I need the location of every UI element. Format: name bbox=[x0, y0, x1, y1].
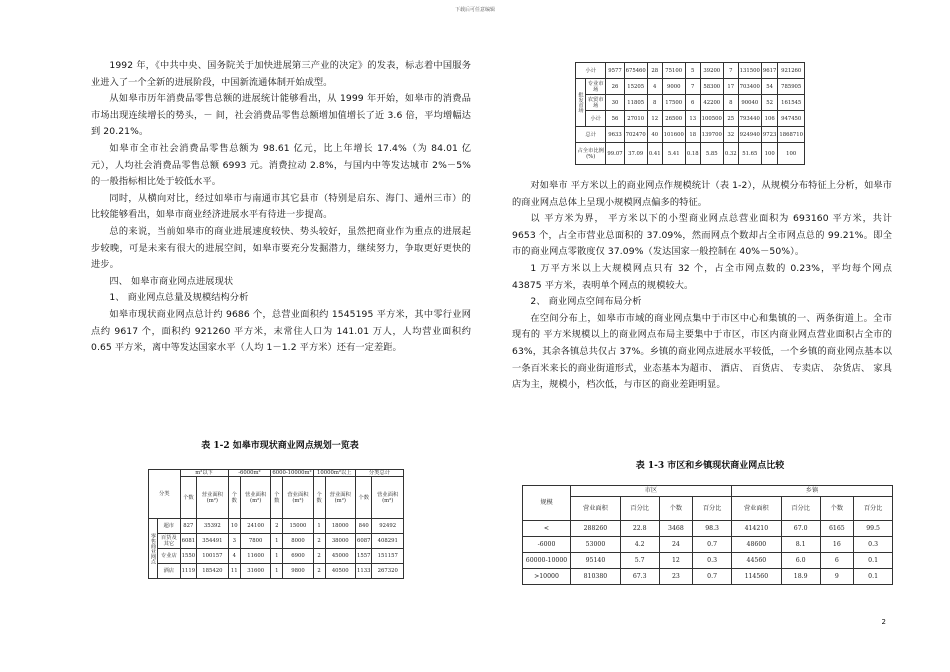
table-cell: 8.1 bbox=[781, 537, 820, 553]
table-header-cell: 百分比 bbox=[620, 497, 659, 521]
table-cell: 39200 bbox=[700, 63, 723, 79]
table-cell: 6.0 bbox=[781, 553, 820, 569]
table-cell: 15205 bbox=[624, 79, 647, 95]
paragraph: 如皋市现状商业网点总计约 9686 个，总营业面积约 1545195 平方米，其中零行业网点约 9617 个，面积约 921260 平方米，末常住人口为 141.01 万人，人均营业面积约 0.65 平方米，离中等发达国家水平（人均 1－1.2 平方米）还有一定差距。 bbox=[91, 308, 471, 354]
table-cell: 27010 bbox=[624, 111, 647, 127]
table-row bbox=[576, 63, 805, 79]
table-cell: 7 bbox=[723, 63, 738, 79]
table-row-label: -6000 bbox=[523, 537, 571, 553]
table-cell: 2 bbox=[313, 534, 325, 549]
table-row-label: 农贸市场 bbox=[585, 95, 606, 111]
table-cell: 139700 bbox=[700, 127, 723, 143]
table-header-cell: 营业面积(m²) bbox=[325, 477, 355, 519]
table-cell: 2 bbox=[271, 519, 283, 534]
table-row-label: 专业市场 bbox=[585, 79, 606, 95]
table-header-cell: 个数 bbox=[313, 477, 325, 519]
table-row-label: 总计 bbox=[576, 127, 606, 143]
table-cell: 185420 bbox=[197, 564, 229, 579]
table-header-cell: m²以下 bbox=[180, 470, 228, 477]
table-header-cell: 个数 bbox=[659, 497, 693, 521]
table-cell: 26 bbox=[606, 79, 624, 95]
table-row bbox=[523, 553, 893, 569]
table-cell: 0.18 bbox=[685, 143, 700, 165]
table-cell: 42200 bbox=[700, 95, 723, 111]
table-cell: 921260 bbox=[778, 63, 805, 79]
table-row bbox=[576, 95, 805, 111]
table-cell: 26500 bbox=[662, 111, 685, 127]
table-header-cell: 百分比 bbox=[854, 497, 893, 521]
table-1-2 bbox=[148, 469, 404, 579]
table-cell: 1557 bbox=[355, 549, 371, 564]
right-column bbox=[512, 178, 892, 394]
table-row-label: 小计 bbox=[585, 111, 606, 127]
table-cell: 54 bbox=[761, 79, 777, 95]
left-column bbox=[91, 58, 471, 357]
table-cell: 51.65 bbox=[738, 143, 761, 165]
table-cell: 58300 bbox=[700, 79, 723, 95]
table-cell: 9633 bbox=[606, 127, 624, 143]
table-cell: 40 bbox=[647, 127, 662, 143]
table-cell: 0.7 bbox=[693, 569, 732, 585]
table-header-cell: 百分比 bbox=[693, 497, 732, 521]
table-row bbox=[576, 127, 805, 143]
table-cell: 15000 bbox=[283, 519, 313, 534]
table-cell: 6087 bbox=[355, 534, 371, 549]
table-cell: 37.09 bbox=[624, 143, 647, 165]
table-cell: 99.07 bbox=[606, 143, 624, 165]
table-cell: 5.7 bbox=[620, 553, 659, 569]
table-cell: 1 bbox=[313, 519, 325, 534]
table-cell: 1868710 bbox=[778, 127, 805, 143]
table-1-2-continued bbox=[575, 62, 805, 165]
paragraph: 同时，从横向对比，经过如皋市与南通市其它县市（特别是启东、海门、通州三市）的比较能够看出，如皋市商业经济进展水平有待进一步提高。 bbox=[91, 192, 471, 221]
table-cell: 288260 bbox=[571, 521, 621, 537]
table-row-label: 60000-10000 bbox=[523, 553, 571, 569]
table-cell: 131500 bbox=[738, 63, 761, 79]
subsection-heading: 2、 商业网点空间布局分析 bbox=[530, 296, 642, 308]
table-row bbox=[523, 569, 893, 585]
table-header-cell: 营业面积(m²) bbox=[372, 477, 404, 519]
table-1-2-caption: 表 1-2 如皋市现状商业网点规划一览表 bbox=[201, 441, 359, 451]
paragraph: 1992 年，《中共中央、国务院关于加快进展第三产业的决定》的发表，标志着中国服务业进入了一个全新的进展阶段，中国新流通体制开始成型。 bbox=[91, 60, 471, 88]
table-cell: 702470 bbox=[624, 127, 647, 143]
table-cell: 414210 bbox=[731, 521, 781, 537]
table-cell: 703400 bbox=[738, 79, 761, 95]
table-cell: 0.1 bbox=[854, 553, 893, 569]
table-cell: 947450 bbox=[778, 111, 805, 127]
table-cell: 7800 bbox=[240, 534, 270, 549]
table-cell: 53000 bbox=[571, 537, 621, 553]
table-header-cell: 个数 bbox=[180, 477, 196, 519]
table-cell: 32 bbox=[723, 127, 738, 143]
table-cell: 67.3 bbox=[620, 569, 659, 585]
table-cell: 100 bbox=[761, 143, 777, 165]
table-cell: 4 bbox=[647, 79, 662, 95]
paragraph: 对如皋市 平方米以上的商业网点作规模统计（表 1-2），从规模分布特征上分析，如皋市的商业网点总体上呈现小规模网点偏多的特征。 bbox=[512, 180, 892, 208]
table-cell: 0.3 bbox=[854, 537, 893, 553]
table-header-cell: 规模 bbox=[523, 486, 571, 521]
table-cell: 31600 bbox=[240, 564, 270, 579]
table-cell: 9577 bbox=[606, 63, 624, 79]
table-cell: 95140 bbox=[571, 553, 621, 569]
table-row-label: 占全市比例(%) bbox=[576, 143, 606, 165]
table-cell: 28 bbox=[647, 63, 662, 79]
table-cell: 0.41 bbox=[647, 143, 662, 165]
table-cell: 4.2 bbox=[620, 537, 659, 553]
table-cell: 827 bbox=[180, 519, 196, 534]
table-row bbox=[523, 521, 893, 537]
table-cell: 18000 bbox=[325, 519, 355, 534]
table-cell: 0.32 bbox=[723, 143, 738, 165]
table-row bbox=[576, 111, 805, 127]
table-row-label: 百货及其它 bbox=[158, 534, 181, 549]
table-row bbox=[576, 143, 805, 165]
table-cell: 92492 bbox=[372, 519, 404, 534]
table-header-cell: 6000-10000m² bbox=[272, 470, 312, 476]
table-cell: 408291 bbox=[372, 534, 404, 549]
table-1-3 bbox=[522, 485, 893, 585]
table-cell: 30 bbox=[606, 95, 624, 111]
table-cell: 44560 bbox=[731, 553, 781, 569]
table-cell: 10 bbox=[228, 519, 240, 534]
table-header-cell: 营业面积(m²) bbox=[197, 477, 229, 519]
table-cell: 6 bbox=[685, 95, 700, 111]
table-cell: 9000 bbox=[662, 79, 685, 95]
table-cell: 793440 bbox=[738, 111, 761, 127]
table-cell: 18 bbox=[685, 127, 700, 143]
table-cell: 5.85 bbox=[700, 143, 723, 165]
table-cell: 6081 bbox=[180, 534, 196, 549]
table-cell: 267320 bbox=[372, 564, 404, 579]
table-cell: 7 bbox=[685, 79, 700, 95]
table-cell: 48600 bbox=[731, 537, 781, 553]
table-row-label: >10000 bbox=[523, 569, 571, 585]
table-cell: 16 bbox=[820, 537, 854, 553]
table-cell: 13 bbox=[685, 111, 700, 127]
table-cell: 810380 bbox=[571, 569, 621, 585]
table-cell: 9 bbox=[820, 569, 854, 585]
table-cell: 90040 bbox=[738, 95, 761, 111]
table-cell: 1133 bbox=[355, 564, 371, 579]
table-header-cell: 个数 bbox=[355, 477, 371, 519]
table-row bbox=[523, 537, 893, 553]
section-heading: 四、 如皋市商业网点进展现状 bbox=[109, 275, 234, 287]
table-cell: 8 bbox=[723, 95, 738, 111]
table-header-cell: 乡镇 bbox=[731, 486, 892, 497]
table-cell: 56 bbox=[606, 111, 624, 127]
table-row bbox=[149, 549, 404, 564]
table-header-cell: 营业面积(m²) bbox=[283, 477, 313, 519]
paragraph: 从如皋市历年消费品零售总额的进展统计能够看出，从 1999 年开始，如皋市的消费品市场出现连续增长的势头，－ 间，社会消费品零售总额增加值增长了近 3.6 倍，平均增幅达到 20.21%。 bbox=[91, 93, 471, 138]
table-cell: 0.3 bbox=[693, 553, 732, 569]
paragraph: 如皋市全市社会消费品零售总额为 98.61 亿元，比上年增长 17.4%（为 84.01 亿元），人均社会消费品零售总额 6993 元。消费拉动 2.8%，与国内中等发达城市 2%－5%的一般指标相比处于较低水平。 bbox=[91, 142, 471, 188]
table-cell: 4 bbox=[228, 549, 240, 564]
table-cell: 114560 bbox=[731, 569, 781, 585]
table-cell: 35392 bbox=[197, 519, 229, 534]
table-cell: 9800 bbox=[283, 564, 313, 579]
table-cell: 2 bbox=[313, 564, 325, 579]
paragraph: 总的来说，当前如皋市的商业进展速度较快、势头较好，虽然把商业作为重点的进展起步较晚，可是未来有很大的进展空间，如皋市要充分发掘潜力，继续努力，争取更好更快的进步。 bbox=[91, 225, 471, 271]
table-cell: 8000 bbox=[283, 534, 313, 549]
table-header-cell: 营业面积 bbox=[731, 497, 781, 521]
table-cell: 1 bbox=[271, 534, 283, 549]
table-header-cell: 市区 bbox=[571, 486, 732, 497]
table-group-cell: 零售商业网点 bbox=[149, 519, 158, 579]
table-header-cell: -6000m² bbox=[228, 470, 271, 477]
table-cell: 354491 bbox=[197, 534, 229, 549]
table-cell: 9617 bbox=[761, 63, 777, 79]
table-cell: 3 bbox=[228, 534, 240, 549]
table-cell: 924940 bbox=[738, 127, 761, 143]
table-cell: 100157 bbox=[197, 549, 229, 564]
table-cell: 785905 bbox=[778, 79, 805, 95]
table-cell: 12 bbox=[659, 553, 693, 569]
table-cell: 9723 bbox=[761, 127, 777, 143]
table-row bbox=[149, 519, 404, 534]
table-cell: 6165 bbox=[820, 521, 854, 537]
table-cell: 161545 bbox=[778, 95, 805, 111]
table-cell: 106 bbox=[761, 111, 777, 127]
table-cell: 1 bbox=[271, 549, 283, 564]
table-header-cell: 10000m²以上 bbox=[313, 470, 355, 477]
table-cell: 24 bbox=[659, 537, 693, 553]
table-header-cell: 个数 bbox=[271, 477, 283, 519]
table-cell: 40500 bbox=[325, 564, 355, 579]
table-header-cell: 个数 bbox=[228, 477, 240, 519]
table-cell: 5.41 bbox=[662, 143, 685, 165]
table-header-cell: 营业面积 bbox=[571, 497, 621, 521]
table-cell: 52 bbox=[761, 95, 777, 111]
table-row-label: 酒店 bbox=[158, 564, 181, 579]
table-cell: 17 bbox=[723, 79, 738, 95]
table-cell: 22.8 bbox=[620, 521, 659, 537]
table-cell: 1550 bbox=[180, 549, 196, 564]
table-cell: 100 bbox=[778, 143, 805, 165]
table-cell: 45000 bbox=[325, 549, 355, 564]
table-cell: 98.3 bbox=[693, 521, 732, 537]
table-cell: 18.9 bbox=[781, 569, 820, 585]
paragraph: 1 万平方米以上大规模网点只有 32 个，占全市网点数的 0.23%，平均每个网点 43875 平方米，表明单个网点的规模较大。 bbox=[512, 262, 892, 291]
table-row bbox=[576, 79, 805, 95]
page-number: 2 bbox=[881, 618, 886, 626]
table-cell: 75100 bbox=[662, 63, 685, 79]
table-header-cell: 营业面积(m²) bbox=[240, 477, 270, 519]
table-1-3-caption: 表 1-3 市区和乡镇现状商业网点比较 bbox=[635, 461, 785, 471]
table-cell: 99.5 bbox=[854, 521, 893, 537]
table-cell: 100500 bbox=[700, 111, 723, 127]
table-cell: 2 bbox=[313, 549, 325, 564]
table-cell: 0.1 bbox=[854, 569, 893, 585]
page-header: 下载后可任意编辑 bbox=[454, 7, 495, 13]
table-cell: 5 bbox=[685, 63, 700, 79]
table-cell: 17500 bbox=[662, 95, 685, 111]
table-cell: 6 bbox=[820, 553, 854, 569]
subsection-heading: 1、 商业网点总量及规模结构分析 bbox=[109, 292, 249, 304]
table-cell: 151157 bbox=[372, 549, 404, 564]
table-cell: 11 bbox=[228, 564, 240, 579]
table-cell: 1 bbox=[271, 564, 283, 579]
table-cell: 1119 bbox=[180, 564, 196, 579]
paragraph: 以 平方米为界， 平方米以下的小型商业网点总营业面积为 693160 平方米，共计 9653 个，占全市营业总面积的 37.09%，然而网点个数却占全市网点总的 99.21%。即全市的商业网点零散度仅 37.09%（发达国家一般控制在 40%－50%）。 bbox=[512, 213, 892, 258]
table-cell: 3468 bbox=[659, 521, 693, 537]
table-cell: 8 bbox=[647, 95, 662, 111]
table-row bbox=[149, 564, 404, 579]
table-cell: 6900 bbox=[283, 549, 313, 564]
table-cell: 675460 bbox=[624, 63, 647, 79]
table-cell: 101600 bbox=[662, 127, 685, 143]
table-row-label: 专业店 bbox=[158, 549, 181, 564]
table-cell: 12 bbox=[647, 111, 662, 127]
table-cell: 38000 bbox=[325, 534, 355, 549]
table-row bbox=[149, 534, 404, 549]
table-cell: 67.0 bbox=[781, 521, 820, 537]
table-header-cell: 百分比 bbox=[781, 497, 820, 521]
paragraph: 在空间分布上，如皋市市域的商业网点集中于市区中心和集镇的一、两条街道上。全市现有的 平方米规模以上的商业网点布局主要集中于市区，市区内商业网点营业面积占全市的 63%，其余各镇总共仅占 37%。乡镇的商业网点进展水平较低，一个乡镇的商业网点基本以一条百米来长的商业街道形式，业态基本为超市、 酒店、 百货店、 专卖店、 杂货店、 家具店为主，规模小，档次低，与市区的商业差距明显。 bbox=[512, 312, 892, 391]
table-cell: 11600 bbox=[240, 549, 270, 564]
table-header-cell: 分类总计 bbox=[355, 470, 403, 477]
table-header-cell: 分类 bbox=[149, 470, 181, 519]
table-cell: 23 bbox=[659, 569, 693, 585]
table-cell: 25 bbox=[723, 111, 738, 127]
table-cell: 11805 bbox=[624, 95, 647, 111]
table-header-cell: 个数 bbox=[820, 497, 854, 521]
table-row-label: < bbox=[523, 521, 571, 537]
table-cell: 0.7 bbox=[693, 537, 732, 553]
table-group-cell: 批发市场 bbox=[576, 79, 586, 127]
table-cell: 840 bbox=[355, 519, 371, 534]
table-row-label: 超市 bbox=[158, 519, 181, 534]
table-cell: 24100 bbox=[240, 519, 270, 534]
table-row-label: 小计 bbox=[576, 63, 606, 79]
